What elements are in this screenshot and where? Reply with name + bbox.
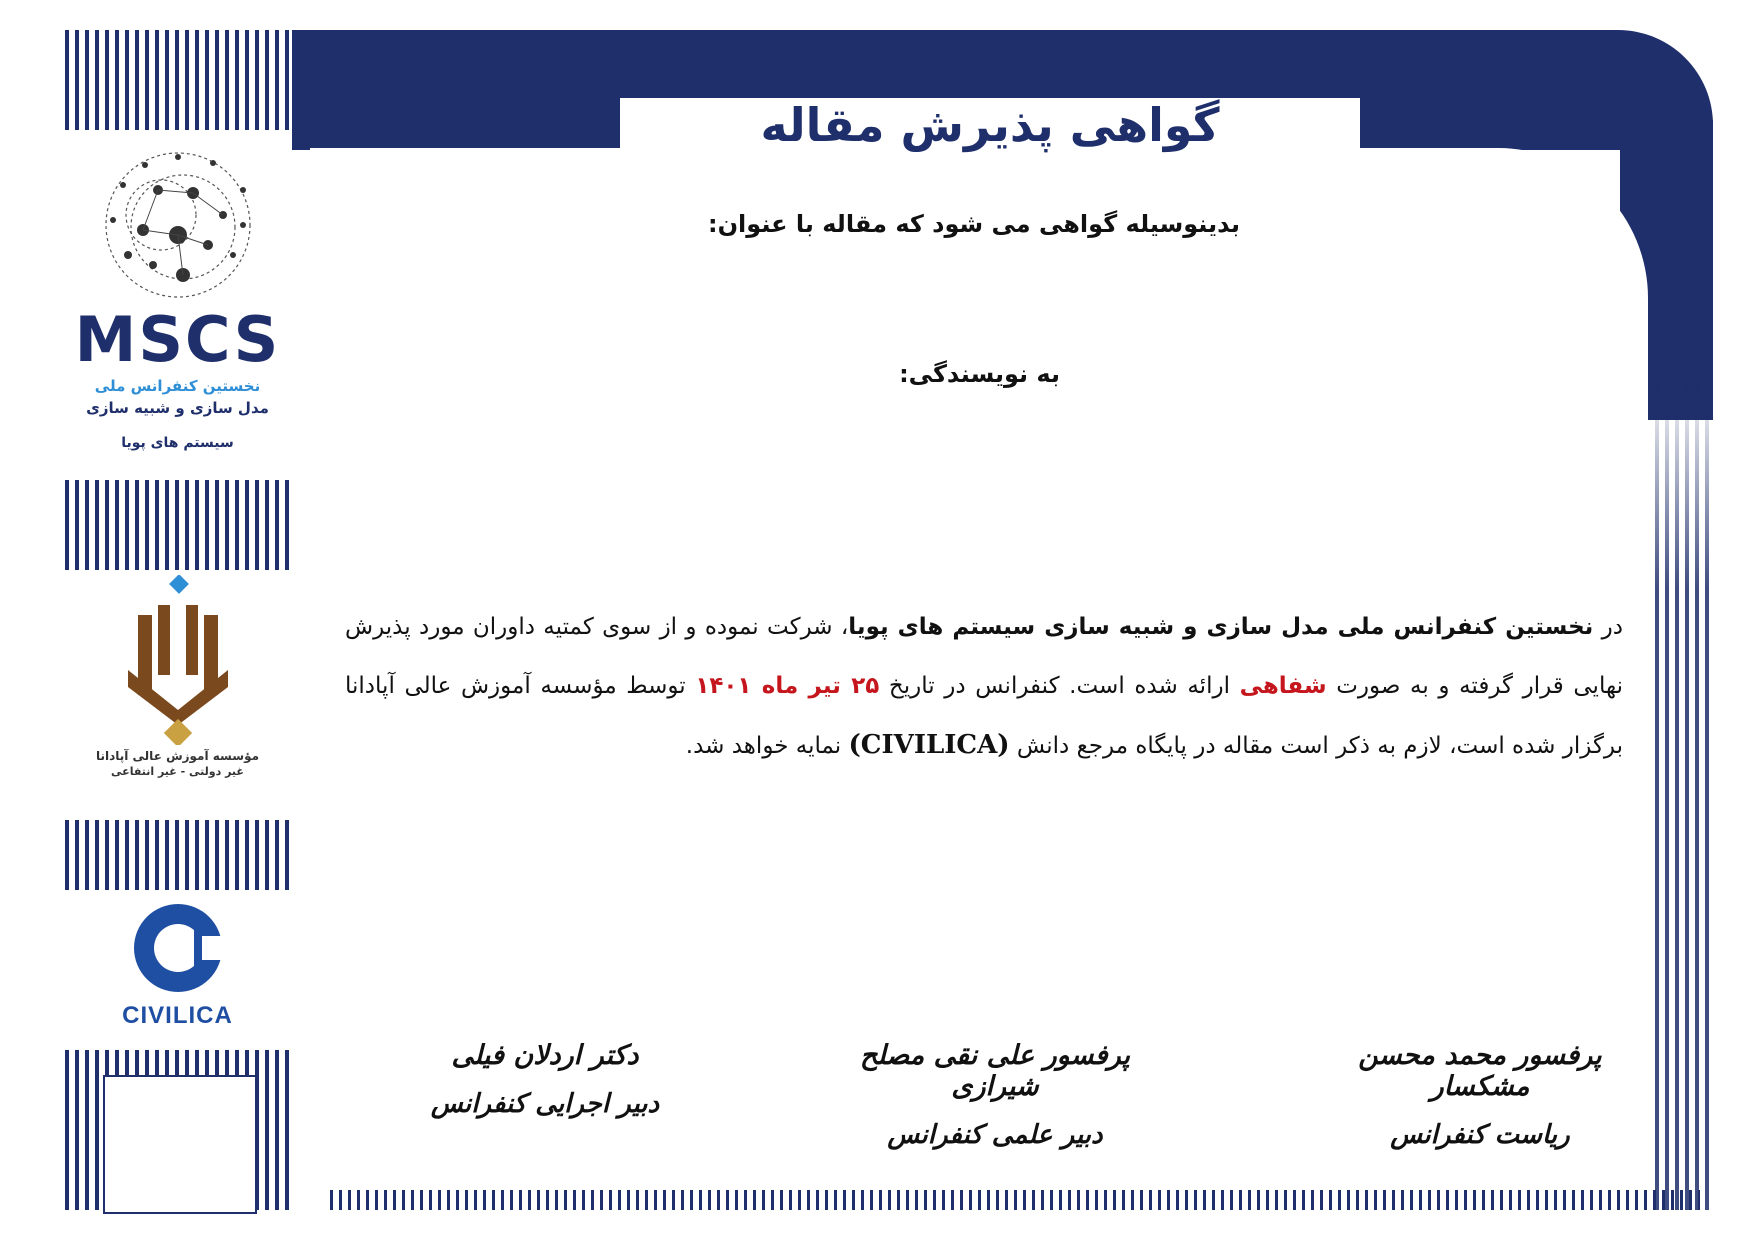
- mscs-acronym: MSCS: [74, 303, 281, 376]
- frame-right-stripes: [1655, 380, 1713, 1210]
- mscs-line1: نخستین کنفرانس ملی: [94, 377, 261, 395]
- index-name: (CIVILICA): [848, 730, 1010, 760]
- sidebar-stripes: [65, 30, 290, 130]
- sidebar-stripes: [65, 480, 290, 570]
- signature-role: دبیر اجرایی کنفرانس: [430, 1089, 660, 1119]
- signature-chair: [1340, 1040, 1620, 1150]
- conference-name: نخستین کنفرانس ملی مدل سازی و شبیه سازی سیستم های پویا: [848, 614, 1594, 640]
- signature-scientific-secretary: [845, 1040, 1145, 1150]
- apadana-sub: غیر دولتی - غیر انتفاعی: [111, 765, 244, 778]
- paragraph-part2: ارائه شده است. کنفرانس در تاریخ: [879, 673, 1240, 699]
- signature-name: پرفسور علی نقی مصلح شیرازی: [859, 1040, 1131, 1102]
- signature-role: ریاست کنفرانس: [1390, 1120, 1570, 1150]
- sidebar: [65, 30, 290, 1210]
- paragraph-part3: توسط مؤسسه آموزش عالی آپادانا برگزار شده است، لازم به ذکر است مقاله در پایگاه مرجع دانش: [345, 673, 1623, 759]
- network-icon: [83, 145, 273, 305]
- apadana-emblem-icon: [118, 575, 238, 745]
- sidebar-blank-box: [103, 1075, 257, 1214]
- certificate-paragraph: [345, 598, 1623, 776]
- conference-date: ۲۵ تیر ماه ۱۴۰۱: [695, 673, 880, 699]
- paragraph-prefix: در: [1593, 614, 1623, 640]
- intro-line: بدینوسیله گواهی می شود که مقاله با عنوان:: [707, 210, 1240, 238]
- presentation-type: شفاهی: [1239, 673, 1327, 699]
- signature-role: دبیر علمی کنفرانس: [887, 1120, 1103, 1150]
- apadana-name: مؤسسه آموزش عالی آپادانا: [95, 749, 260, 763]
- authors-label: به نویسندگی:: [899, 360, 1060, 388]
- mscs-logo: [65, 130, 290, 480]
- signature-name: پرفسور محمد محسن مشکسار: [1358, 1040, 1602, 1102]
- paragraph-part1: ، شرکت نموده و از سوی کمتیه داوران مورد پذیرش نهایی قرار گرفته و به صورت: [345, 614, 1623, 699]
- civilica-text: CIVILICA: [122, 1002, 233, 1029]
- paragraph-part4: نمایه خواهد شد.: [685, 733, 849, 759]
- signature-executive-secretary: [425, 1040, 665, 1119]
- apadana-logo: [65, 570, 290, 820]
- civilica-logo: [65, 890, 290, 1050]
- certificate-title: گواهی پذیرش مقاله: [760, 98, 1220, 152]
- mscs-line3: سیستم های پویا: [121, 435, 234, 451]
- civilica-c-icon: [118, 898, 238, 998]
- signature-name: دکتر اردلان فیلی: [451, 1040, 639, 1071]
- frame-bottom-stripes: [330, 1190, 1700, 1210]
- mscs-line2: مدل سازی و شبیه سازی: [86, 399, 269, 417]
- sidebar-stripes: [65, 820, 290, 890]
